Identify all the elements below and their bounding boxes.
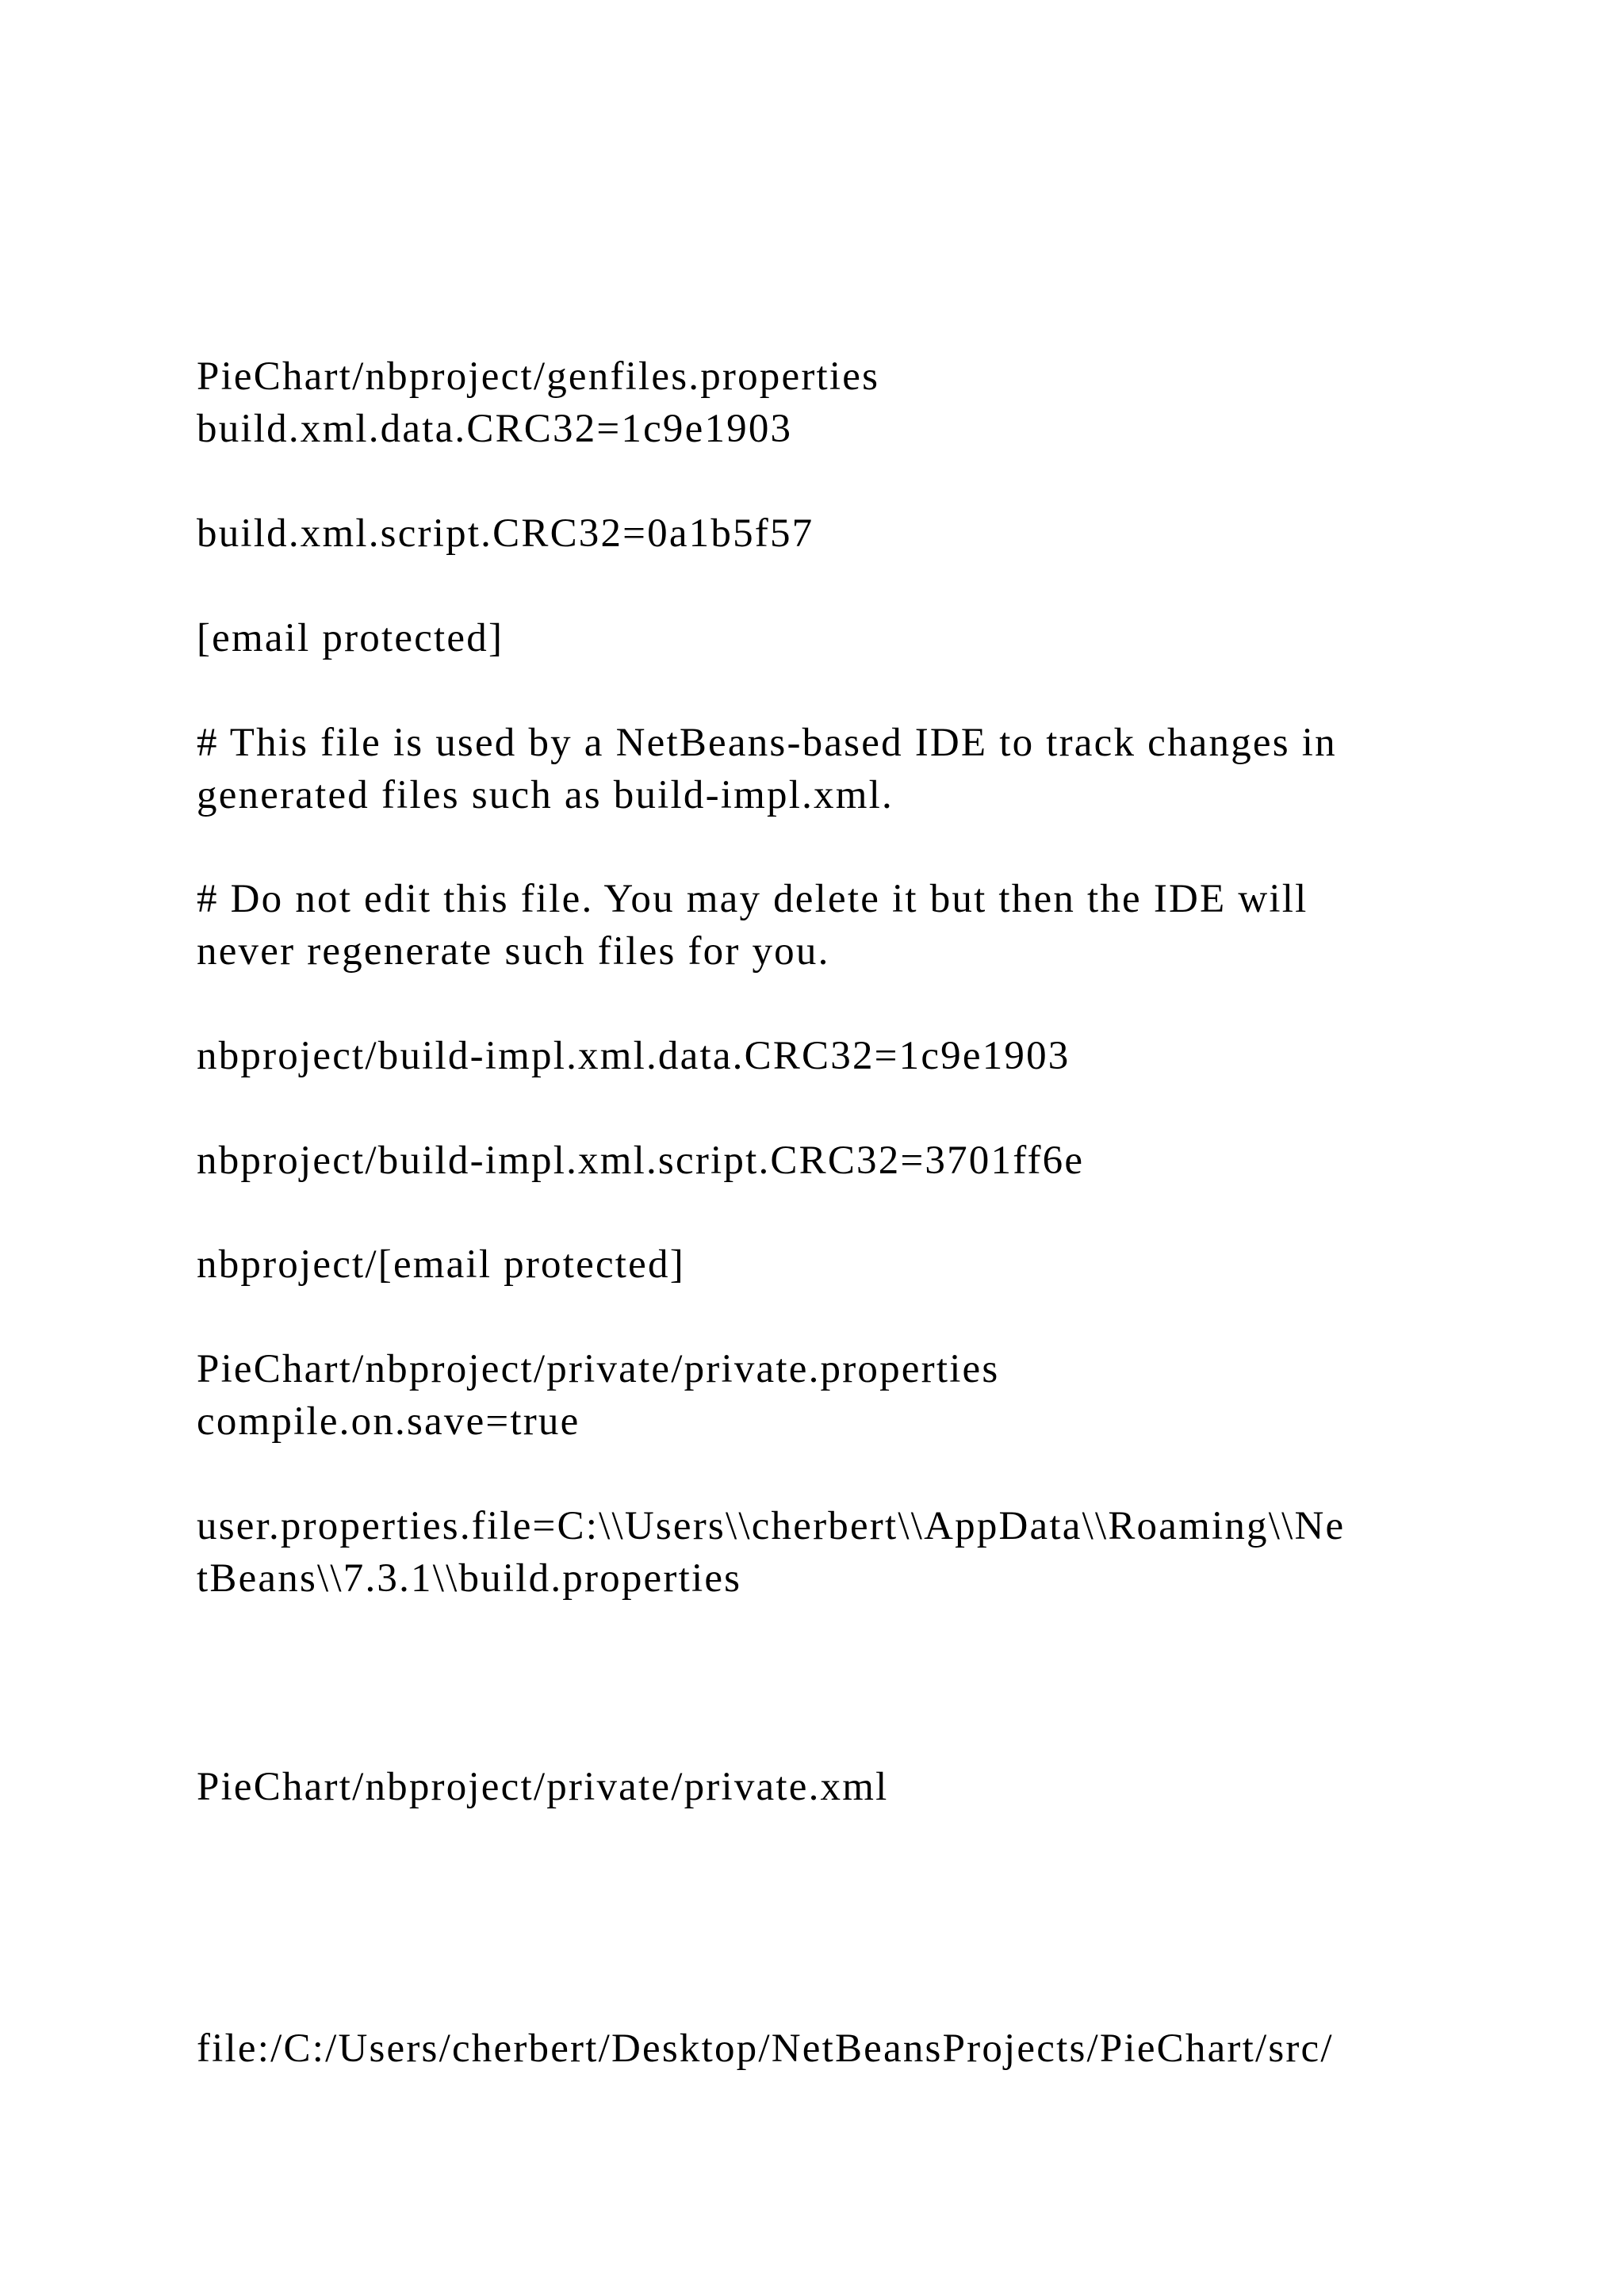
build-impl-script-crc-line: nbproject/build-impl.xml.script.CRC32=3701ff6e [197,1138,1085,1183]
comment-line-1: # This file is used by a NetBeans-based IDE to track changes in [197,721,1337,765]
comment-line-2: generated files such as build-impl.xml. [197,773,894,817]
nbproject-email-protected-line: nbproject/[email protected] [197,1242,685,1287]
private-properties-path-line: PieChart/nbproject/private/private.properties [197,1347,1000,1391]
private-xml-path-line: PieChart/nbproject/private/private.xml [197,1765,889,1809]
comment-line-4: never regenerate such files for you. [197,929,830,974]
email-protected-line: [email protected] [197,616,504,660]
build-impl-data-crc-line: nbproject/build-impl.xml.data.CRC32=1c9e1903 [197,1034,1071,1078]
file-url-line: file:/C:/Users/cherbert/Desktop/NetBeansProjects/PieChart/src/ [197,2026,1334,2071]
comment-line-3: # Do not edit this file. You may delete it but then the IDE will [197,877,1308,921]
build-xml-script-crc-line: build.xml.script.CRC32=0a1b5f57 [197,511,814,556]
user-properties-file-line-1: user.properties.file=C:\\Users\\cherbert\\AppData\\Roaming\\Ne [197,1504,1346,1548]
build-xml-data-crc-line: build.xml.data.CRC32=1c9e1903 [197,407,793,451]
compile-on-save-line: compile.on.save=true [197,1399,580,1444]
genfiles-path-line: PieChart/nbproject/genfiles.properties [197,354,880,399]
user-properties-file-line-2: tBeans\\7.3.1\\build.properties [197,1556,742,1601]
